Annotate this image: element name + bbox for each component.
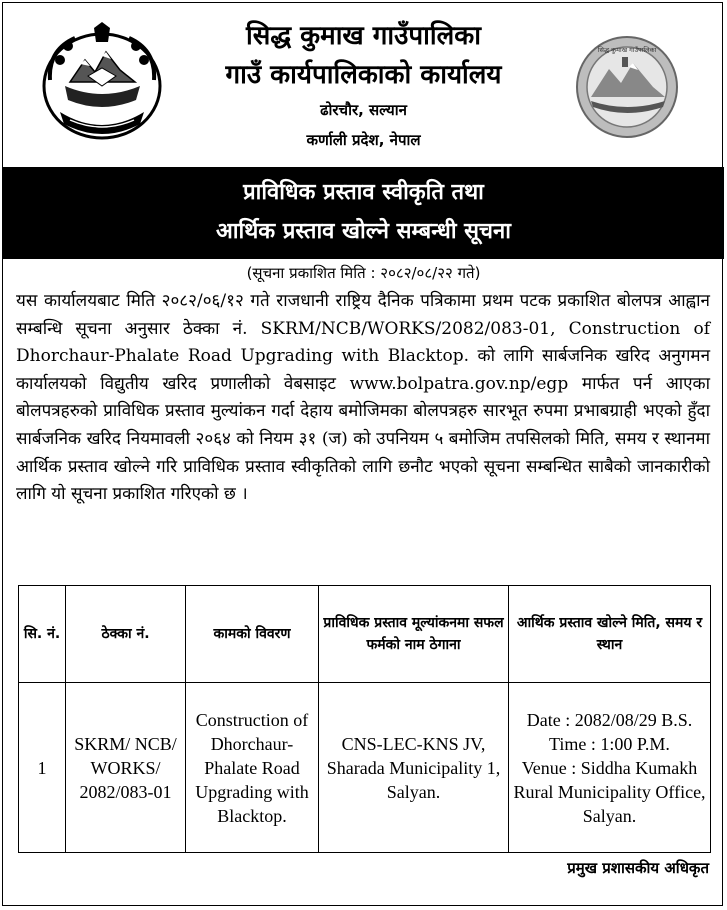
banner-title-line2: आर्थिक प्रस्ताव खोल्ने सम्बन्धी सूचना (216, 219, 511, 244)
header (0, 0, 727, 165)
office-province: कर्णाली प्रदेश, नेपाल (306, 131, 421, 149)
municipality-logo-icon (575, 35, 680, 140)
banner-title-line1: प्राविधिक प्रस्ताव स्वीकृति तथा (243, 180, 484, 205)
signatory-title: प्रमुख प्रशासकीय अधिकृत (567, 859, 709, 877)
notice-title-banner (3, 167, 724, 259)
published-date: (सूचना प्रकाशित मिति : २०८२/०८/२२ गते) (246, 264, 481, 282)
notice-body: यस कार्यालयबाट मिति २०८२/०६/१२ गते राजधानी राष्ट्रिय दैनिक पत्रिकामा प्रथम पटक प्रकाशित बोलपत्र आह्वान सम्बन्धि सूचना अनुसार ठेक्का नं. SKRM/NCB/WORKS/2082/083-01, Construction of Dhorchaur-Phalate Road Upgrading with Blacktop. को लागि सार्बजनिक खरिद अनुगमन कार्यालयको विद्युतीय खरिद प्रणालीको वेबसाइट www.bolpatra.gov.np/egp मार्फत पर्न आएका बोलपत्रहरुको प्राविधिक प्रस्ताव मुल्यांकन गर्दा देहाय बमोजिमका बोलपत्रहरु सारभूत रुपमा प्रभाबग्राही भएको हुँदा सार्बजनिक खरिद नियमावली २०६४ को नियम ३१ (ज) को उपनियम ५ बमोजिम तपसिलको मिति, समय र स्थानमा आर्थिक प्रस्ताव खोल्ने गरि प्राविधिक प्रस्ताव स्वीकृतिको लागि छनौट भएको सूचना सम्बन्धित साबैको जानकारीको लागि यो सूचना प्रकाशित गरिएको छ । (16, 291, 710, 505)
municipality-title: सिद्ध कुमाख गाउँपालिका (246, 21, 481, 51)
opening-time: Time : 1:00 P.M. (549, 733, 670, 754)
office-title: गाउँ कार्यपालिकाको कार्यालय (225, 60, 502, 90)
opening-date: Date : 2082/08/29 B.S. (526, 709, 693, 730)
col-work-description: कामको विवरण (186, 586, 319, 683)
opening-venue: Venue : Siddha Kumakh Rural Municipality Office, Salyan. (513, 757, 706, 826)
cell-contract-no: SKRM/ NCB/ WORKS/ 2082/083-01 (66, 683, 186, 853)
col-contract-no: ठेक्का नं. (66, 586, 186, 683)
col-opening-details: आर्थिक प्रस्ताव खोल्ने मिति, समय र स्थान (509, 586, 711, 683)
municipality-logo-text: सिद्ध कुमाख गाउँपालिका (597, 46, 657, 54)
cell-opening-details (509, 683, 711, 853)
office-address: ढोरचौर, सल्यान (320, 101, 407, 119)
col-serial: सि. नं. (19, 586, 66, 683)
results-table (18, 585, 711, 853)
table-header-row (19, 586, 711, 683)
cell-work-description: Construction of Dhorchaur-Phalate Road Upgrading with Blacktop. (186, 683, 319, 853)
cell-successful-firm: CNS-LEC-KNS JV, Sharada Municipality 1, Salyan. (319, 683, 509, 853)
table-row (19, 683, 711, 853)
col-successful-firm: प्राविधिक प्रस्ताव मूल्यांकनमा सफल फर्मको नाम ठेगाना (319, 586, 509, 683)
cell-serial: 1 (19, 683, 66, 853)
